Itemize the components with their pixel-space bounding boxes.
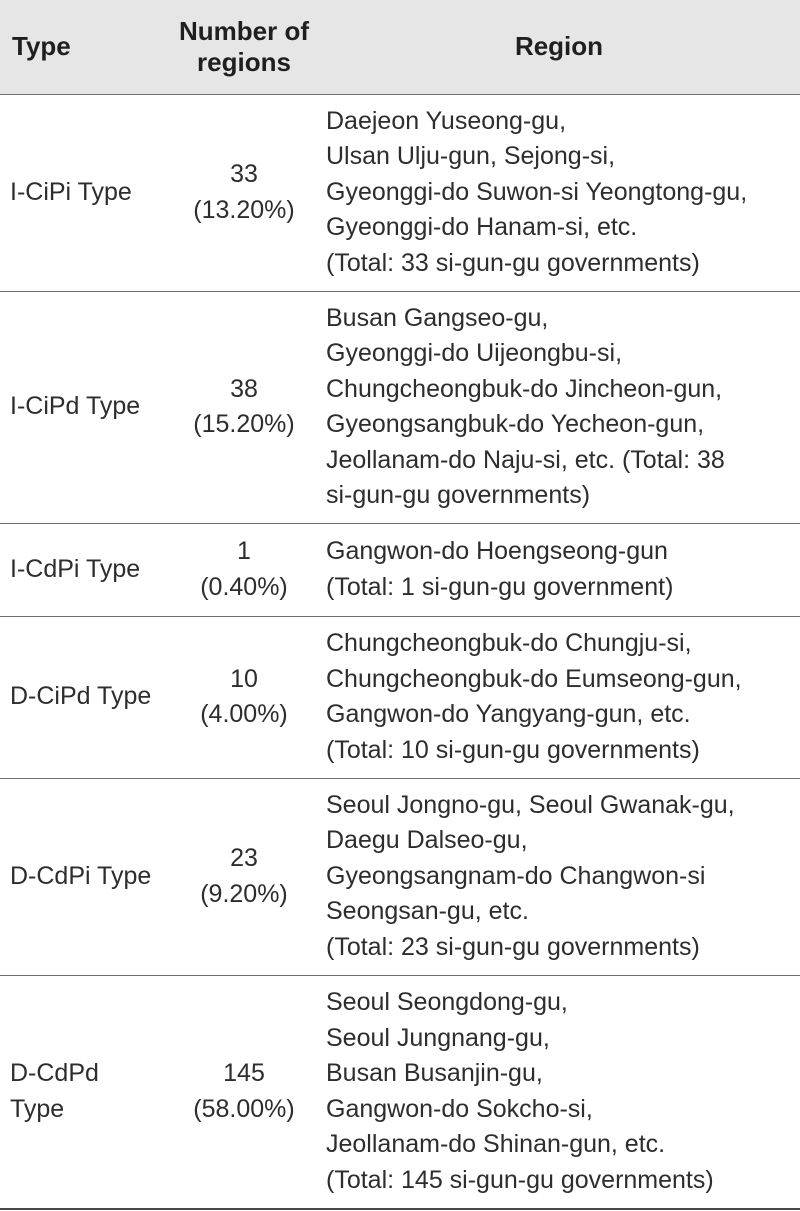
row-count: 145: [223, 1059, 265, 1088]
header-number-of-regions: [170, 0, 318, 94]
row-region: Chungcheongbuk-do Chungju-si, Chungcheongbuk-do Eumseong-gun, Gangwon-do Yangyang-gun, etc. (Total: 10 si-gun-gu governments): [318, 616, 800, 778]
row-region: Gangwon-do Hoengseong-gun (Total: 1 si-gun-gu government): [318, 523, 800, 616]
table-row: [0, 523, 800, 616]
row-number: [170, 523, 318, 616]
row-region: Daejeon Yuseong-gu, Ulsan Ulju-gun, Sejong-si, Gyeonggi-do Suwon-si Yeongtong-gu, Gyeonggi-do Hanam-si, etc. (Total: 33 si-gun-gu governments): [318, 94, 800, 291]
table-row: [0, 778, 800, 975]
row-percent: (15.20%): [193, 410, 295, 438]
row-region: Seoul Seongdong-gu, Seoul Jungnang-gu, Busan Busanjin-gu, Gangwon-do Sokcho-si, Jeollanam-do Shinan-gun, etc. (Total: 145 si-gun-gu governments): [318, 975, 800, 1209]
header-type: Type: [12, 31, 71, 62]
row-percent: (0.40%): [200, 572, 288, 601]
table-header: [0, 0, 800, 94]
table-row: [0, 94, 800, 291]
row-type: I-CdPi Type: [0, 523, 170, 616]
row-type: I-CiPd Type: [0, 291, 170, 523]
header-region: Region: [514, 31, 604, 62]
row-number: [170, 975, 318, 1209]
row-count: 23: [230, 844, 258, 872]
row-region: Seoul Jongno-gu, Seoul Gwanak-gu, Daegu Dalseo-gu, Gyeongsangnam-do Changwon-si Seongsan-gu, etc. (Total: 23 si-gun-gu governments): [318, 778, 800, 975]
table-body: [0, 94, 800, 1209]
table-row: [0, 616, 800, 778]
row-count: 33: [230, 160, 258, 188]
row-type: D-CdPd Type: [0, 975, 170, 1209]
header-number-line1: Number of: [179, 15, 309, 46]
table-row: [0, 975, 800, 1209]
row-type: D-CiPd Type: [0, 616, 170, 778]
header-number-line2: regions: [197, 46, 291, 77]
row-type: D-CdPi Type: [0, 778, 170, 975]
row-percent: (4.00%): [200, 700, 288, 728]
row-percent: (58.00%): [193, 1094, 295, 1123]
row-type: I-CiPi Type: [0, 94, 170, 291]
row-count: 1: [237, 537, 251, 565]
table-row: [0, 291, 800, 523]
row-count: 10: [230, 664, 258, 693]
row-number: [170, 778, 318, 975]
row-region: Busan Gangseo-gu, Gyeonggi-do Uijeongbu-si, Chungcheongbuk-do Jincheon-gun, Gyeongsangbuk-do Yecheon-gun, Jeollanam-do Naju-si, etc. (Total: 38 si-gun-gu governments): [318, 291, 800, 523]
row-number: [170, 616, 318, 778]
row-count: 38: [230, 374, 258, 403]
row-number: [170, 94, 318, 291]
row-percent: (13.20%): [193, 195, 295, 224]
row-number: [170, 291, 318, 523]
row-percent: (9.20%): [200, 879, 288, 908]
header-row: [0, 0, 800, 94]
